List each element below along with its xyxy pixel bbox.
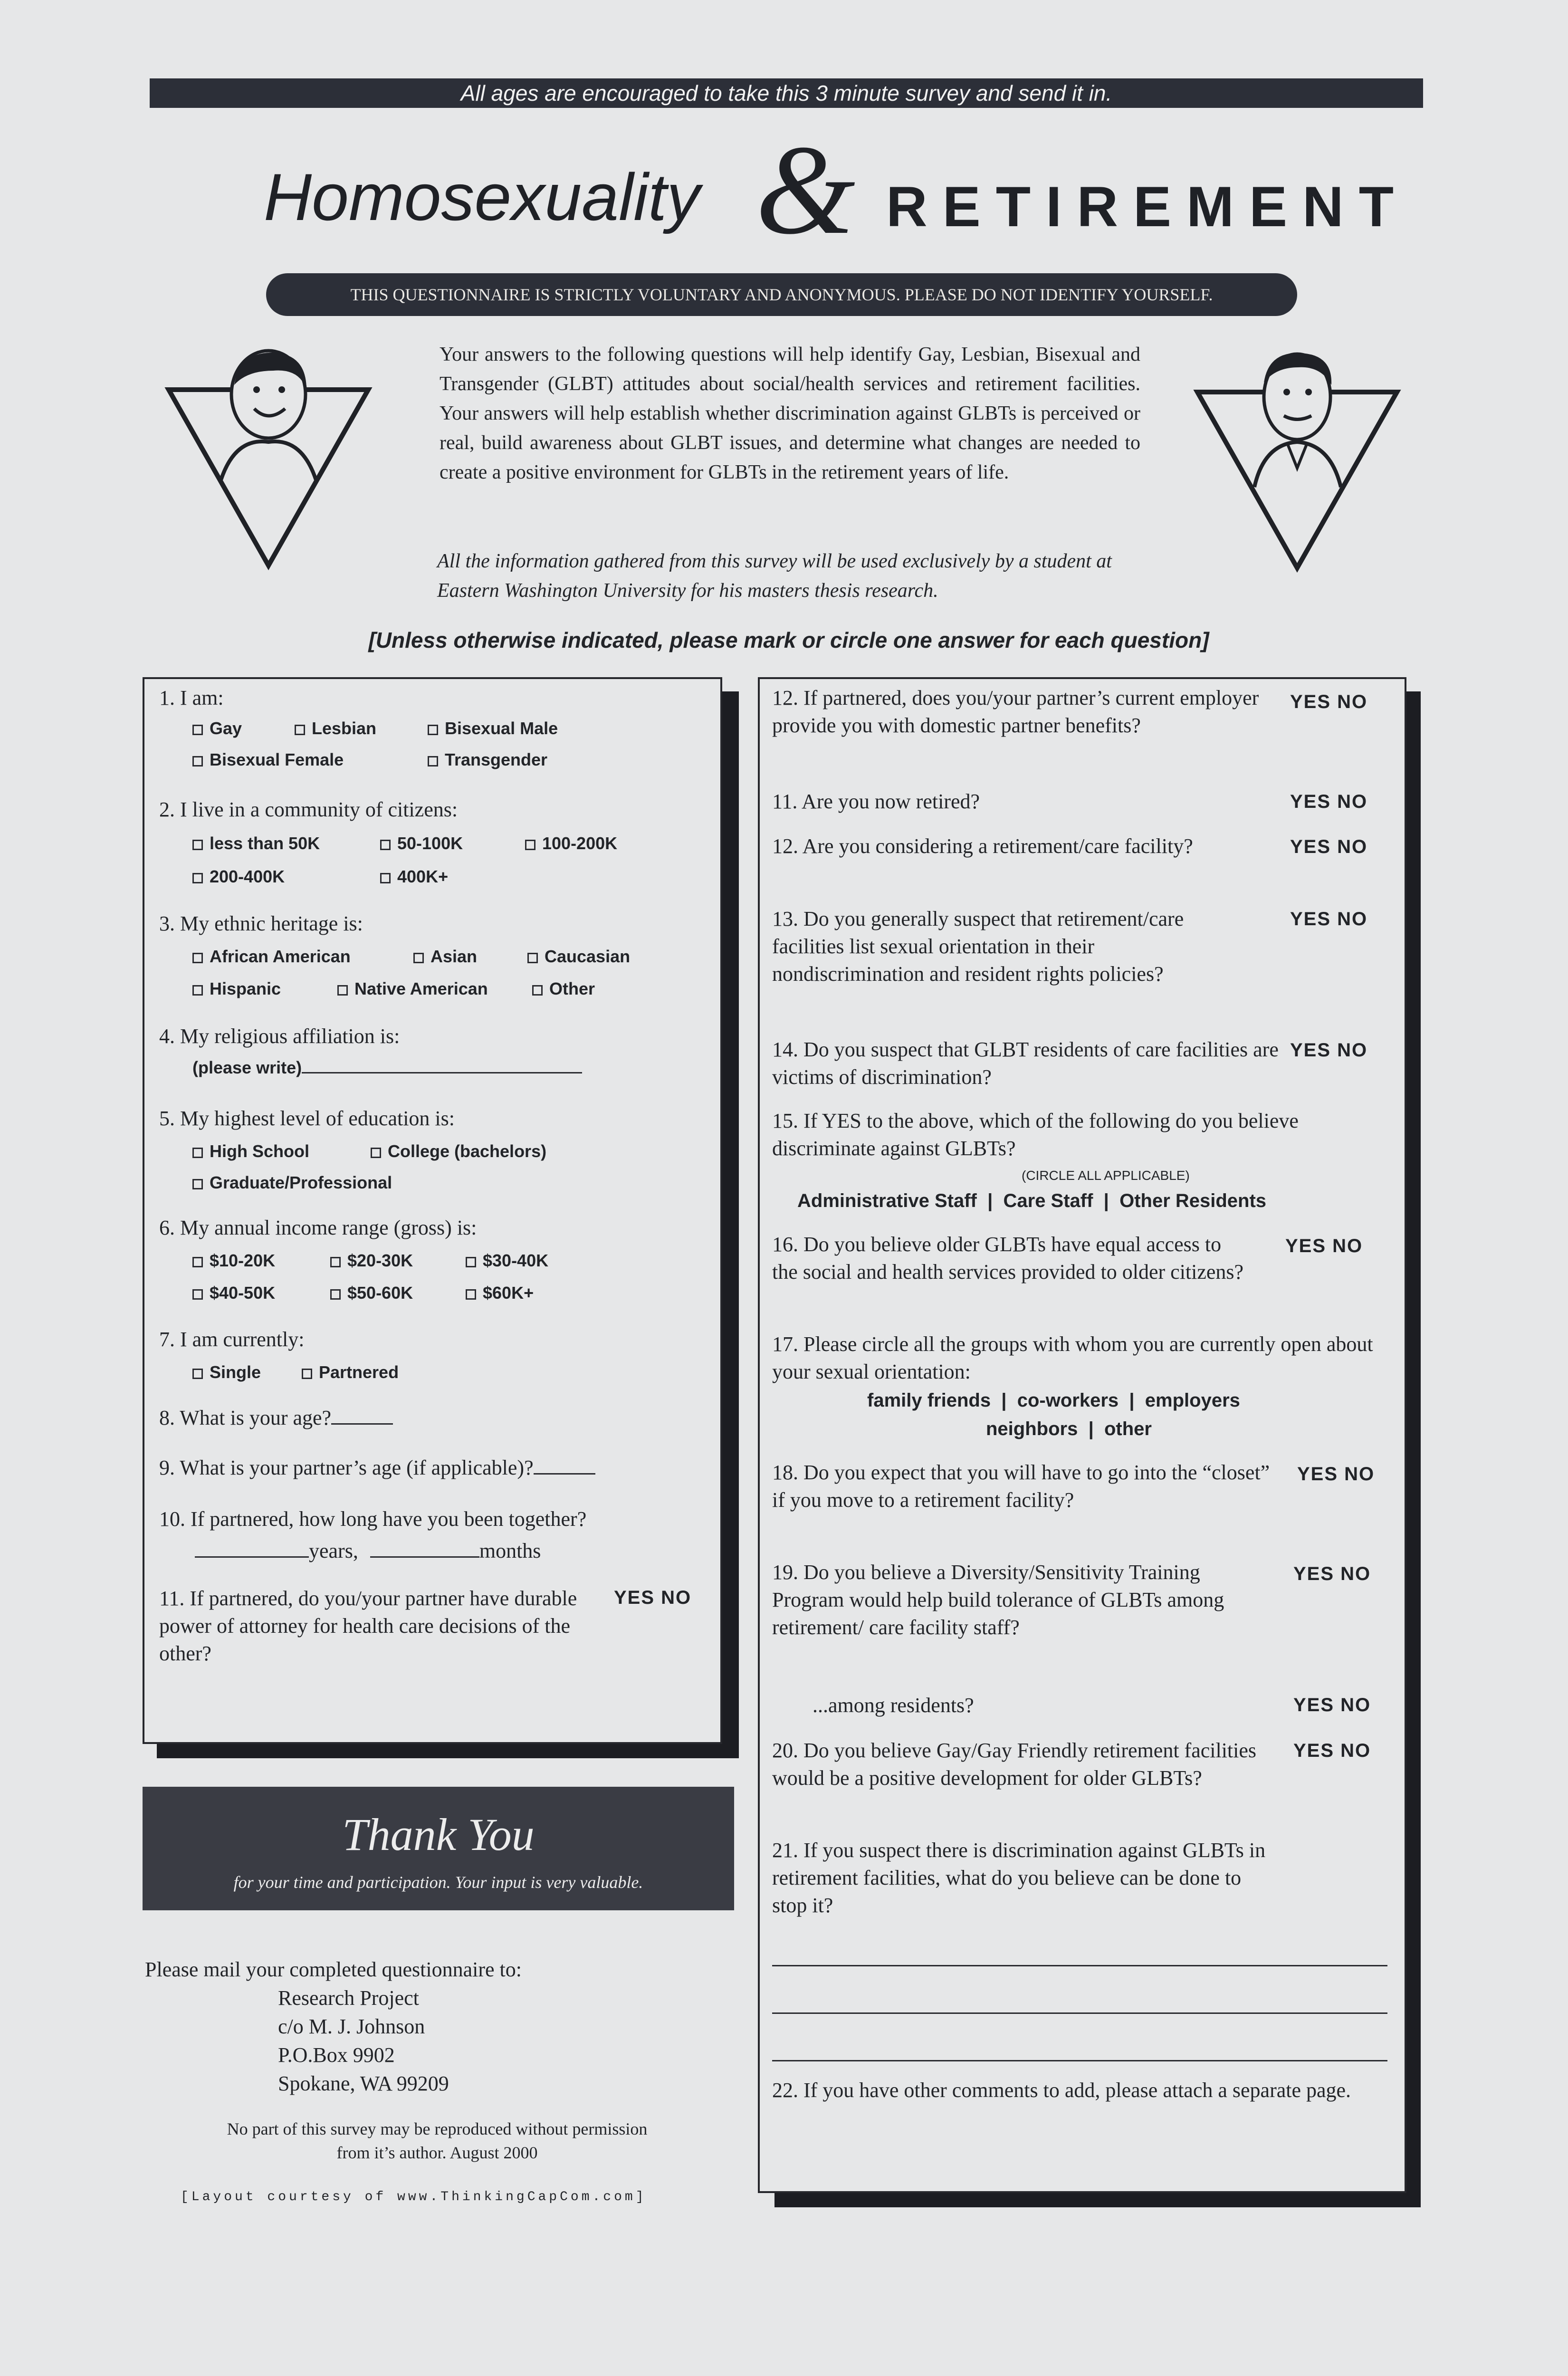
woman-portrait-icon <box>164 342 373 575</box>
option-label: High School <box>210 1141 309 1161</box>
checkbox-icon <box>337 985 348 996</box>
q19b-yes-no[interactable]: YES NO <box>1293 1695 1371 1715</box>
q19-label: 19. Do you believe a Diversity/Sensitivity Training Program would help build tolerance of GLBTs among retirement/ care facility staff? <box>772 1561 1224 1639</box>
q21-answer-line[interactable] <box>772 2060 1387 2061</box>
q19b-label: ...among residents? <box>813 1694 974 1717</box>
option-label: Bisexual Male <box>445 719 558 738</box>
copyright-notice <box>143 2117 732 2165</box>
checkbox-icon <box>192 1369 203 1379</box>
q10-months-label: months <box>479 1539 541 1562</box>
q9-label: 9. What is your partner’s age (if applicable)? <box>159 1456 534 1479</box>
option-label: 400K+ <box>397 867 449 886</box>
thank-you-title: Thank You <box>342 1809 535 1860</box>
q15-options[interactable]: Administrative Staff | Care Staff | Other Residents <box>797 1190 1267 1211</box>
checkbox-icon <box>466 1289 476 1300</box>
q7-option-partnered[interactable] <box>302 1360 399 1384</box>
option-label: $10-20K <box>210 1251 276 1270</box>
top-banner: All ages are encouraged to take this 3 minute survey and send it in. <box>150 78 1423 108</box>
q3-option-caucasian[interactable] <box>527 945 630 968</box>
q3-option-other[interactable] <box>532 977 595 1001</box>
q17-options-row2[interactable]: neighbors | other <box>986 1418 1152 1439</box>
q12b-label: 12. Are you considering a retirement/care facility? <box>772 834 1193 858</box>
q10-label: 10. If partnered, how long have you been together? <box>159 1507 587 1531</box>
q1-option-lesbian[interactable] <box>295 717 376 740</box>
q6-option-4[interactable] <box>192 1281 275 1305</box>
option-label: Graduate/Professional <box>210 1173 392 1192</box>
option-label: 100-200K <box>542 834 618 853</box>
checkbox-icon <box>302 1369 312 1379</box>
q19-yes-no[interactable]: YES NO <box>1293 1563 1371 1584</box>
q13-label: 13. Do you generally suspect that retirement/care facilities list sexual orientation in their nondiscrimination and resident rights policies? <box>772 907 1184 986</box>
q2-label: 2. I live in a community of citizens: <box>159 798 458 821</box>
q11b-label: 11. Are you now retired? <box>772 790 980 813</box>
q11-yes-no[interactable]: YES NO <box>614 1587 692 1608</box>
q12a-label: 12. If partnered, does you/your partner’s current employer provide you with domestic partner benefits? <box>772 686 1259 737</box>
checkbox-icon <box>371 1148 381 1158</box>
q8-label: 8. What is your age? <box>159 1406 332 1429</box>
voluntary-notice: THIS QUESTIONNAIRE IS STRICTLY VOLUNTARY AND ANONYMOUS. PLEASE DO NOT IDENTIFY YOURSELF. <box>266 273 1297 316</box>
option-label: Lesbian <box>312 719 377 738</box>
intro-research-note: All the information gathered from this survey will be used exclusively by a student at Eastern Washington University for his masters thesis research. <box>437 550 1112 602</box>
option-label: Caucasian <box>545 947 631 966</box>
q1-option-gay[interactable] <box>192 717 242 740</box>
q16-label: 16. Do you believe older GLBTs have equal access to the social and health services provided to older citizens? <box>772 1233 1244 1284</box>
title-retirement: RETIREMENT <box>886 175 1409 239</box>
q21-label: 21. If you suspect there is discrimination against GLBTs in retirement facilities, what do you believe can be done to stop it? <box>772 1839 1266 1917</box>
q2-option-2[interactable] <box>380 832 463 855</box>
option-label: $50-60K <box>347 1283 413 1303</box>
q18-label: 18. Do you expect that you will have to go into the “closet” if you move to a retirement facility? <box>772 1461 1270 1512</box>
q8-field[interactable] <box>159 1404 393 1432</box>
q3-option-african-american[interactable] <box>192 945 351 968</box>
option-label: Partnered <box>319 1362 399 1382</box>
checkbox-icon <box>192 1148 203 1158</box>
q21-answer-line[interactable] <box>772 2012 1387 2014</box>
option-label: $30-40K <box>483 1251 549 1270</box>
checkbox-icon <box>192 1179 203 1189</box>
q20-label: 20. Do you believe Gay/Gay Friendly retirement facilities would be a positive development for older GLBTs? <box>772 1739 1257 1790</box>
q6-option-5[interactable] <box>330 1281 413 1305</box>
q20-yes-no[interactable]: YES NO <box>1293 1740 1371 1761</box>
title-ampersand: & <box>755 119 856 261</box>
option-label: $40-50K <box>210 1283 276 1303</box>
option-label: College (bachelors) <box>388 1141 547 1161</box>
q4-write-field[interactable] <box>192 1056 582 1080</box>
q6-label: 6. My annual income range (gross) is: <box>159 1216 477 1239</box>
checkbox-icon <box>192 840 203 850</box>
q18-yes-no[interactable]: YES NO <box>1297 1464 1375 1485</box>
q5-option-high-school[interactable] <box>192 1140 309 1163</box>
q3-option-hispanic[interactable] <box>192 977 281 1001</box>
checkbox-icon <box>525 840 535 850</box>
option-label: Transgender <box>445 750 548 769</box>
q10-years-label: years, <box>309 1539 358 1562</box>
checkbox-icon <box>466 1257 476 1267</box>
q1-label: 1. I am: <box>159 686 224 709</box>
man-portrait-icon <box>1193 345 1402 577</box>
checkbox-icon <box>428 725 438 735</box>
thank-you-subtitle: for your time and participation. Your input is very valuable. <box>233 1873 643 1892</box>
q9-field[interactable] <box>159 1454 595 1482</box>
checkbox-icon <box>192 953 203 963</box>
mail-address <box>278 1984 449 2098</box>
q3-option-asian[interactable] <box>413 945 477 968</box>
checkbox-icon <box>380 873 391 883</box>
address-line: c/o M. J. Johnson <box>278 2015 425 2038</box>
option-label: Asian <box>430 947 478 966</box>
q4-label: 4. My religious affiliation is: <box>159 1025 400 1048</box>
q7-option-single[interactable] <box>192 1360 261 1384</box>
checkbox-icon <box>295 725 305 735</box>
option-label: $20-30K <box>347 1251 413 1270</box>
checkbox-icon <box>192 1257 203 1267</box>
option-label: 50-100K <box>397 834 463 853</box>
q17-options-row1[interactable]: family friends | co-workers | employers <box>867 1390 1240 1411</box>
checkbox-icon <box>527 953 538 963</box>
q15-note: (CIRCLE ALL APPLICABLE) <box>1022 1168 1190 1183</box>
option-label: $60K+ <box>483 1283 534 1303</box>
q17-label: 17. Please circle all the groups with whom you are currently open about your sexual orientation: <box>772 1332 1373 1383</box>
q14-label: 14. Do you suspect that GLBT residents of care facilities are victims of discrimination? <box>772 1038 1279 1089</box>
thank-you-banner <box>143 1787 734 1910</box>
q6-option-2[interactable] <box>330 1249 413 1273</box>
checkbox-icon <box>428 756 438 766</box>
q1-option-bisexual-female[interactable] <box>192 748 344 772</box>
address-line: P.O.Box 9902 <box>278 2043 395 2067</box>
q7-label: 7. I am currently: <box>159 1328 305 1351</box>
q11-label: 11. If partnered, do you/your partner have durable power of attorney for health care decisions of the other? <box>159 1587 577 1665</box>
checkbox-icon <box>330 1257 341 1267</box>
checkbox-icon <box>330 1289 341 1300</box>
option-label: African American <box>210 947 351 966</box>
checkbox-icon <box>192 985 203 996</box>
q14-yes-no[interactable]: YES NO <box>1290 1040 1368 1061</box>
option-label: Bisexual Female <box>210 750 344 769</box>
q21-answer-line[interactable] <box>772 1965 1387 1966</box>
copyright-line: from it’s author. August 2000 <box>336 2143 538 2162</box>
checkbox-icon <box>380 840 391 850</box>
q15-label: 15. If YES to the above, which of the following do you believe discriminate against GLBTs? <box>772 1109 1299 1160</box>
option-label: Other <box>549 979 595 998</box>
option-label: Gay <box>210 719 242 738</box>
checkbox-icon <box>192 756 203 766</box>
checkbox-icon <box>532 985 543 996</box>
mail-instruction: Please mail your completed questionnaire to: <box>145 1958 522 1981</box>
q6-option-6[interactable] <box>466 1281 534 1305</box>
q1-option-bisexual-male[interactable] <box>428 717 558 740</box>
q5-option-college[interactable] <box>371 1140 546 1163</box>
intro-paragraph: Your answers to the following questions will help identify Gay, Lesbian, Bisexual and Transgender (GLBT) attitudes about social/health services and retirement facilities. Your answers will help establish whether discrimination against GLBTs is perceived or real, build awareness about GLBT issues, and determine what changes are needed to create a positive environment for GLBTs in the retirement years of life. <box>440 344 1140 483</box>
q16-yes-no[interactable]: YES NO <box>1285 1236 1363 1256</box>
option-label: Native American <box>354 979 488 998</box>
option-label: 200-400K <box>210 867 285 886</box>
q12a-yes-no[interactable]: YES NO <box>1290 691 1368 712</box>
q5-option-graduate[interactable] <box>192 1171 392 1195</box>
q2-option-5[interactable] <box>380 865 448 889</box>
address-line: Research Project <box>278 1986 419 2010</box>
instruction-line: [Unless otherwise indicated, please mark or circle one answer for each question] <box>368 628 1209 652</box>
q11b-yes-no[interactable]: YES NO <box>1290 791 1368 812</box>
q3-label: 3. My ethnic heritage is: <box>159 912 363 935</box>
q10-duration-field[interactable] <box>195 1537 541 1565</box>
copyright-line: No part of this survey may be reproduced without permission <box>227 2119 648 2138</box>
checkbox-icon <box>192 873 203 883</box>
option-label: Single <box>210 1362 261 1382</box>
title-homosexuality: Homosexuality <box>264 160 700 234</box>
q2-option-4[interactable] <box>192 865 285 889</box>
layout-credit: [Layout courtesy of www.ThinkingCapCom.com] <box>181 2190 647 2204</box>
checkbox-icon <box>413 953 424 963</box>
address-line: Spokane, WA 99209 <box>278 2072 449 2095</box>
q12b-yes-no[interactable]: YES NO <box>1290 836 1368 857</box>
q3-option-native-american[interactable] <box>337 977 488 1001</box>
q6-option-1[interactable] <box>192 1249 275 1273</box>
q2-option-3[interactable] <box>525 832 617 855</box>
checkbox-icon <box>192 725 203 735</box>
q2-option-1[interactable] <box>192 832 320 855</box>
q13-yes-no[interactable]: YES NO <box>1290 909 1368 929</box>
option-label: Hispanic <box>210 979 281 998</box>
q5-label: 5. My highest level of education is: <box>159 1107 455 1130</box>
q6-option-3[interactable] <box>466 1249 548 1273</box>
q1-option-transgender[interactable] <box>428 748 547 772</box>
option-label: less than 50K <box>210 834 320 853</box>
q22-label: 22. If you have other comments to add, please attach a separate page. <box>772 2079 1351 2102</box>
q4-write-label: (please write) <box>192 1058 302 1077</box>
checkbox-icon <box>192 1289 203 1300</box>
